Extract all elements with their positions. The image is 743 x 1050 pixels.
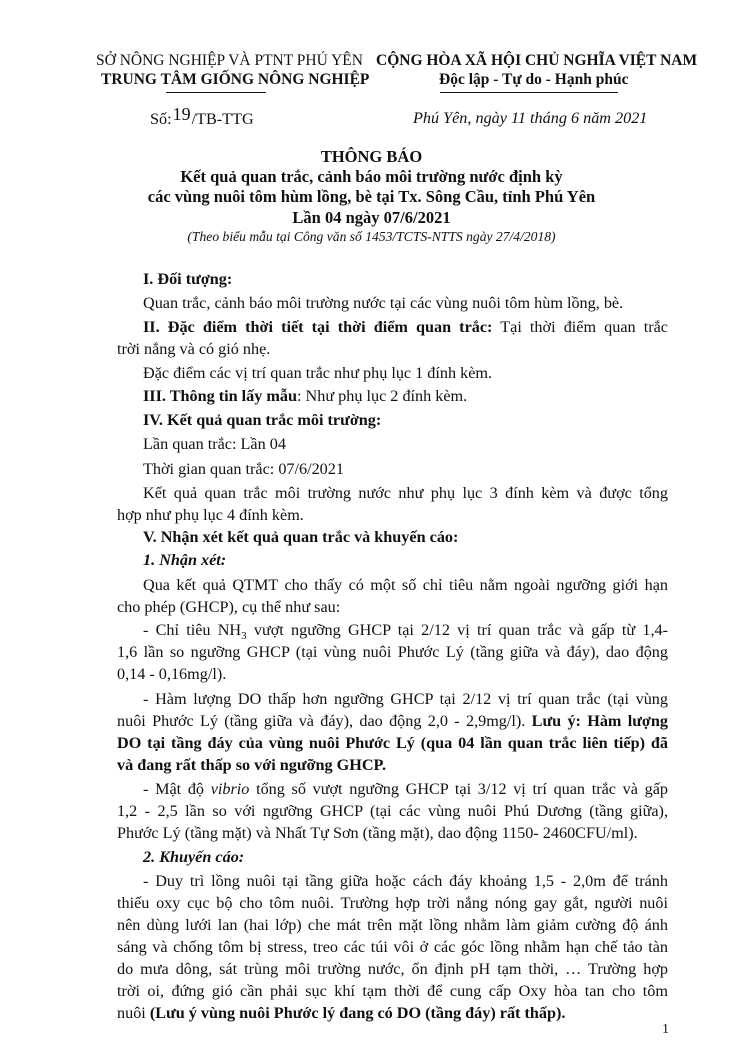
section-3: III. Thông tin lấy mẫu: Như phụ lục 2 đính kèm. [143, 387, 468, 405]
doc-subtitle-3: Lần 04 ngày 07/6/2021 [292, 208, 451, 227]
p3-line-a: - Hàm lượng DO thấp hơn ngưỡng GHCP tại 2/12 vị trí quan trắc (tại vùng [143, 690, 668, 708]
page-number: 1 [662, 1022, 669, 1037]
section-3-heading: III. Thông tin lấy mẫu [143, 387, 297, 405]
r-line-7: nuôi (Lưu ý vùng nuôi Phước lý đang có DO (tầng đáy) rất thấp). [117, 1004, 566, 1022]
p2-line-c: 0,14 - 0,16mg/l). [117, 665, 227, 683]
r-line-4: sáng và chống tôm bị stress, treo các túi vôi ở các góc lồng nhằm hạn chế tảo tàn [117, 938, 668, 956]
section-4-line3b: hợp như phụ lục 4 đính kèm. [117, 506, 304, 524]
r-line-3: nên dùng lưới lan (hai lớp) che mát trên mặt lồng nhằm làm giảm cường độ ánh [117, 916, 668, 934]
r-line-1: - Duy trì lồng nuôi tại tầng giữa hoặc cách đáy khoảng 1,5 - 2,0m để tránh [143, 872, 668, 890]
section-2-heading: II. Đặc điểm thời tiết tại thời điểm quan trắc: [143, 318, 493, 336]
r-line-2: thiếu oxy cục bộ cho tôm nuôi. Trường hợp trời nắng nóng gay gắt, người nuôi [117, 894, 668, 912]
p4-line-a: - Mật độ vibrio tổng số vượt ngưỡng GHCP tại 3/12 vị trí quan trắc và gấp [143, 780, 668, 798]
center-name: TRUNG TÂM GIỐNG NÔNG NGHIỆP [101, 71, 370, 88]
doc-subtitle-2: các vùng nuôi tôm hùm lồng, bè tại Tx. Sông Cầu, tỉnh Phú Yên [147, 187, 596, 206]
section-2-line2: trời nắng và có gió nhẹ. [117, 340, 271, 358]
section-4-line3a: Kết quả quan trắc môi trường nước như phụ lục 3 đính kèm và được tổng [143, 484, 668, 502]
place-date: Phú Yên, ngày 11 tháng 6 năm 2021 [413, 109, 648, 127]
agency-name: SỞ NÔNG NGHIỆP VÀ PTNT PHÚ YÊN [96, 52, 363, 69]
section-1-heading: I. Đối tượng: [143, 270, 233, 288]
doc-title: THÔNG BÁO [320, 147, 423, 166]
document-number: Số:19/TB-TTG [150, 104, 254, 128]
section-2-line1: II. Đặc điểm thời tiết tại thời điểm quan trắc: Tại thời điểm quan trắc [143, 318, 668, 336]
p3-line-c: DO tại tầng đáy của vùng nuôi Phước Lý (qua 04 lần quan trắc liên tiếp) đã [117, 734, 668, 752]
p2-line-a: - Chỉ tiêu $NH_3$ vượt ngưỡng GHCP tại 2/12 vị trí quan trắc và gấp từ 1,4- [143, 621, 669, 643]
section-2-text2: Đặc điểm các vị trí quan trắc như phụ lục 1 đính kèm. [143, 364, 493, 382]
p3-line-d: và đang rất thấp so với ngưỡng GHCP. [117, 756, 387, 774]
header-left-divider [166, 92, 266, 93]
p4-line-b: 1,2 - 2,5 lần so với ngưỡng GHCP (tại các vùng nuôi Phú Dương (tầng giữa), [117, 802, 668, 820]
nation-title: CỘNG HÒA XÃ HỘI CHỦ NGHĨA VIỆT NAM [376, 52, 698, 69]
p1-line-b: cho phép (GHCP), cụ thể như sau: [117, 598, 341, 616]
section-5-sub2: 2. Khuyến cáo: [143, 848, 245, 866]
doc-subtitle-1: Kết quả quan trắc, cảnh báo môi trường nước định kỳ [180, 167, 563, 186]
r-line-6: trời oi, đứng gió cần phải sục khí tạm thời để cung cấp Oxy hòa tan cho tôm [117, 982, 668, 1000]
section-5-sub1: 1. Nhận xét: [143, 551, 227, 569]
p4-line-c: Phước Lý (tầng mặt) và Nhất Tự Sơn (tầng mặt), dao động 1150- 2460CFU/ml). [117, 824, 638, 842]
nation-motto: Độc lập - Tự do - Hạnh phúc [439, 71, 629, 88]
section-4-heading: IV. Kết quả quan trắc môi trường: [143, 411, 382, 429]
p1-line-a: Qua kết quả QTMT cho thấy có một số chỉ tiêu nằm ngoài ngưỡng giới hạn [143, 576, 668, 594]
doc-reference-note: (Theo biểu mẫu tại Công văn số 1453/TCTS-NTTS ngày 27/4/2018) [187, 229, 556, 244]
section-4-line2: Thời gian quan trắc: 07/6/2021 [143, 460, 344, 478]
section-1-text: Quan trắc, cảnh báo môi trường nước tại các vùng nuôi tôm hùm lồng, bè. [143, 294, 624, 312]
section-4-line1: Lần quan trắc: Lần 04 [143, 435, 286, 453]
section-5-heading: V. Nhận xét kết quả quan trắc và khuyến cáo: [143, 528, 459, 546]
p2-line-b: 1,6 lần so ngưỡng GHCP (tại vùng nuôi Phước Lý (tầng giữa và đáy), dao động [117, 643, 668, 661]
p3-line-b: nuôi Phước Lý (tầng giữa và đáy), dao động 2,0 - 2,9mg/l). Lưu ý: Hàm lượng [117, 712, 668, 730]
r-line-5: do mưa dông, sát trùng môi trường nước, ổn định pH tạm thời, … Trường hợp [117, 960, 668, 978]
header-right-divider [440, 92, 618, 93]
